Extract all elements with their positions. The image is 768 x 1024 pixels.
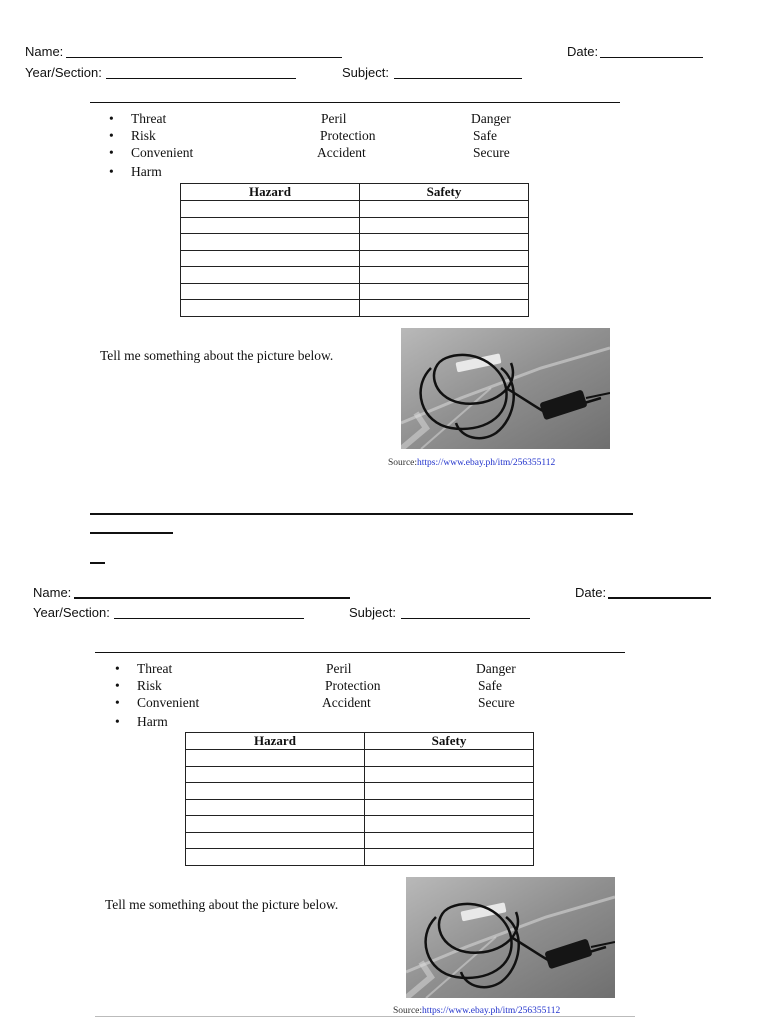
source-prefix: Source: bbox=[388, 458, 418, 468]
year-section-blank[interactable] bbox=[106, 78, 296, 79]
safety-cell[interactable] bbox=[365, 816, 534, 833]
name-label: Name: bbox=[25, 44, 64, 59]
word-item: Accident bbox=[322, 695, 371, 710]
hazard-cell[interactable] bbox=[181, 201, 360, 218]
hazard-cell[interactable] bbox=[181, 267, 360, 284]
picture-prompt: Tell me something about the picture below. bbox=[100, 348, 334, 363]
source-link[interactable]: https://www.ebay.ph/itm/256355112 bbox=[422, 1006, 561, 1016]
safety-cell[interactable] bbox=[365, 849, 534, 866]
safety-header: Safety bbox=[360, 184, 529, 201]
hazard-header: Hazard bbox=[186, 733, 365, 750]
word-item: Secure bbox=[473, 145, 510, 160]
table-row bbox=[181, 201, 529, 218]
word-item: Danger bbox=[476, 661, 516, 676]
word-item: • Harm bbox=[137, 714, 168, 730]
table-row bbox=[181, 267, 529, 284]
date-label: Date: bbox=[567, 44, 599, 59]
hazard-cell[interactable] bbox=[181, 250, 360, 267]
hazard-safety-table bbox=[185, 732, 534, 866]
subject-blank[interactable] bbox=[401, 618, 530, 619]
hazard-cell[interactable] bbox=[181, 283, 360, 300]
header-divider bbox=[90, 102, 620, 103]
safety-cell[interactable] bbox=[360, 201, 529, 218]
word-item: • Convenient bbox=[137, 695, 199, 711]
table-row bbox=[186, 766, 534, 783]
word-item: Safe bbox=[478, 678, 502, 693]
safety-cell[interactable] bbox=[365, 832, 534, 849]
safety-cell[interactable] bbox=[360, 250, 529, 267]
answer-line[interactable] bbox=[90, 513, 633, 515]
date-blank[interactable] bbox=[600, 57, 703, 58]
safety-cell[interactable] bbox=[360, 283, 529, 300]
source-link[interactable]: https://www.ebay.ph/itm/256355112 bbox=[417, 458, 556, 468]
table-row bbox=[186, 799, 534, 816]
hazard-cell[interactable] bbox=[181, 300, 360, 317]
hazard-cell[interactable] bbox=[186, 832, 365, 849]
safety-cell[interactable] bbox=[365, 766, 534, 783]
name-blank[interactable] bbox=[66, 57, 342, 58]
word-item: Peril bbox=[321, 111, 347, 126]
word-item: Secure bbox=[478, 695, 515, 710]
answer-line[interactable] bbox=[90, 532, 173, 534]
word-item: • Harm bbox=[131, 164, 162, 180]
word-item: Safe bbox=[473, 128, 497, 143]
source-prefix: Source: bbox=[393, 1006, 423, 1016]
safety-cell[interactable] bbox=[365, 799, 534, 816]
table-row bbox=[186, 849, 534, 866]
word-item: Protection bbox=[325, 678, 381, 693]
word-item: • Threat bbox=[131, 111, 166, 127]
hazard-cell[interactable] bbox=[186, 849, 365, 866]
year-section-blank[interactable] bbox=[114, 618, 304, 619]
subject-blank[interactable] bbox=[394, 78, 522, 79]
hazard-safety-table bbox=[180, 183, 529, 317]
table-row bbox=[181, 250, 529, 267]
name-label: Name: bbox=[33, 585, 72, 600]
subject-label: Subject: bbox=[349, 605, 396, 620]
hazard-cell[interactable] bbox=[181, 234, 360, 251]
table-row bbox=[181, 234, 529, 251]
answer-line[interactable] bbox=[95, 1016, 635, 1017]
table-row bbox=[181, 283, 529, 300]
hazard-cell[interactable] bbox=[181, 217, 360, 234]
safety-cell[interactable] bbox=[365, 750, 534, 767]
safety-cell[interactable] bbox=[365, 783, 534, 800]
safety-cell[interactable] bbox=[360, 300, 529, 317]
date-label: Date: bbox=[575, 585, 607, 600]
subject-label: Subject: bbox=[342, 65, 389, 80]
table-row bbox=[186, 816, 534, 833]
safety-cell[interactable] bbox=[360, 234, 529, 251]
table-row bbox=[186, 783, 534, 800]
year-section-label: Year/Section: bbox=[25, 65, 102, 80]
table-row bbox=[181, 300, 529, 317]
word-item: Danger bbox=[471, 111, 511, 126]
year-section-label: Year/Section: bbox=[33, 605, 110, 620]
table-row bbox=[186, 832, 534, 849]
picture-prompt: Tell me something about the picture below. bbox=[105, 897, 339, 912]
hazard-cell[interactable] bbox=[186, 816, 365, 833]
date-blank[interactable] bbox=[608, 597, 711, 599]
cables-photo bbox=[406, 877, 615, 998]
hazard-cell[interactable] bbox=[186, 783, 365, 800]
word-item: • Threat bbox=[137, 661, 172, 677]
word-item: • Convenient bbox=[131, 145, 193, 161]
name-blank[interactable] bbox=[74, 597, 350, 599]
header-divider bbox=[95, 652, 625, 653]
word-item: Accident bbox=[317, 145, 366, 160]
word-item: Protection bbox=[320, 128, 376, 143]
word-item: • Risk bbox=[131, 128, 156, 144]
word-item: Peril bbox=[326, 661, 352, 676]
hazard-cell[interactable] bbox=[186, 799, 365, 816]
hazard-cell[interactable] bbox=[186, 750, 365, 767]
cables-photo bbox=[401, 328, 610, 449]
word-item: • Risk bbox=[137, 678, 162, 694]
safety-cell[interactable] bbox=[360, 217, 529, 234]
answer-line[interactable] bbox=[90, 562, 105, 564]
table-row bbox=[186, 750, 534, 767]
safety-cell[interactable] bbox=[360, 267, 529, 284]
hazard-cell[interactable] bbox=[186, 766, 365, 783]
hazard-header: Hazard bbox=[181, 184, 360, 201]
safety-header: Safety bbox=[365, 733, 534, 750]
table-row bbox=[181, 217, 529, 234]
